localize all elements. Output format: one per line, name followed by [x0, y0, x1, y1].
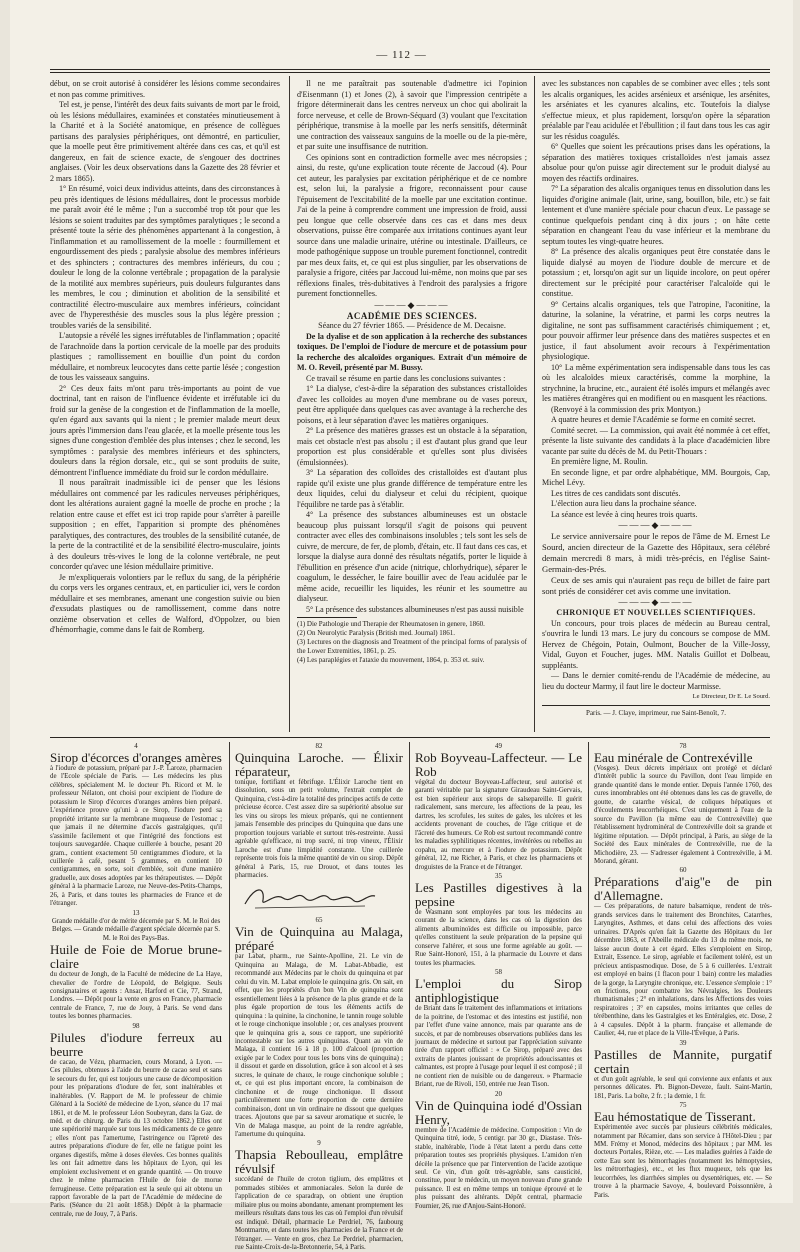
- ad-text: de Briant dans le traitement des inflammations et irritations de la poitrine, de l'estomac et des intestins est justifié, non par l'effet d'une vaine annonce, mais par quarante ans de succès, et par de nombreuses observations publiées dans les journaux de médecine et surtout par l'appréciation suivante tirée d'un rapport officiel : « Ce Sirop, préparé avec des extraits de plantes jouissant de propriétés adoucissantes et calmantes, est propre à l'usage pour lequel il est composé ; il ne contient rien de nuisible ou de dangereux. » Pharmacie Briant, rue de Rivoli, 150, entrée rue Jean Tison.: [415, 1005, 582, 1089]
- ad-text: Grande médaille d'or de mérite décernée par S. M. le Roi des Belges. — Grande médaille d'argent spéciale décernée par S. M. le Roi des Pays-Bas.: [51, 917, 221, 942]
- paragraph: 8° La présence des alcalis organiques peut être constatée dans le liquide dialysé au moyen de l'iodure double de mercure et de potassium ; et, lorsqu'on agit sur un liquide incolore, on peut opérer directement sur le précipité pour caractériser l'alcaloïde qui le constitue.: [542, 247, 770, 298]
- paragraph: A quatre heures et demie l'Académie se forme en comité secret.: [551, 415, 756, 424]
- newspaper-page: [10, 0, 793, 1252]
- ads-divider: [409, 742, 410, 1182]
- column-divider: [289, 76, 290, 732]
- ad-number: 4: [134, 742, 138, 750]
- ad-text: succédané de l'huile de croton tiglium, des emplâtres et pommades stibiées et ammoniacales. Selon la durée de l'application de ce sparadrap, on obtient une éruption miliaire plus ou moins abondante, amenant promptement les meilleurs résultats dans tous les cas où l'emploi d'un révulsif est indiqué. Détail, pharmacie Le Perdriel, 76, faubourg Montmartre, et dans toutes les pharmacies de la France et de l'étranger. — Vente en gros, chez Le Perdriel, pharmacien, rue Sainte-Croix-de-la-Bretonnerie, 54, à Paris.: [235, 1176, 403, 1252]
- ads-top-rule: [50, 737, 770, 738]
- ad-number: 65: [315, 916, 323, 925]
- paragraph: Le service anniversaire pour le repos de l'âme de M. Ernest Le Sourd, ancien directeur de la Gazette des Hôpitaux, sera célébré demain mercredi 8 mars, à midi très-précis, en l'église Saint-Germain-des-Prés.: [542, 531, 770, 574]
- paragraph: — Dans le dernier comité-rendu de l'Académie de médecine, au lieu du docteur Marmy, il faut lire le docteur Marmisse.: [542, 671, 770, 691]
- ad-number: 98: [132, 1021, 140, 1030]
- ad-title: Les Pastilles digestives à la pepsine: [415, 879, 582, 909]
- paragraph: 10° La même expérimentation sera indispensable dans tous les cas où les alcaloïdes mieux caractérisés, comme la morphine, la strychnine, la brucine, etc., auraient été isolés impurs et mélangés avec les matières étrangères qui en modifient ou en masquent les réactions.: [542, 362, 770, 403]
- footnote-rule: [297, 617, 357, 618]
- footnote: (3) Lectures on the diagnosis and Treatment of the principal forms of paralysis of the Lower Extremities, 1861, p. 25.: [297, 638, 527, 655]
- top-rule: [50, 69, 770, 70]
- section-title-academie: ACADÉMIE DES SCIENCES.: [346, 310, 478, 321]
- paragraph: Il nous paraîtrait inadmissible ici de penser que les lésions médullaires ont commencé par les radicules nerveuses périphériques, dont les altérations auraient gagné la moelle de proche en proche ; la relation entre cause et effet est ici trop rapide pour s'arrêter à pareille supposition ; en effet, l'apparition si prompte des phénomènes paralytiques, des contractures, des troubles de la sensibilité cutanée, de la perte de la contractilité et de la sensibilité électro-musculaire, joints à des douleurs très-vives le long de la colonne vertébrale, ne peut concorder qu'avec une lésion médullaire primitive.: [50, 478, 280, 571]
- ornament-divider: ———◆———: [618, 597, 694, 607]
- paragraph: En seconde ligne, et par ordre alphabétique, MM. Bourgois, Cap, Michel Lévy.: [542, 467, 770, 487]
- paragraph: L'autopsie a révélé les signes irréfutables de l'inflammation ; opacité de l'arachnoïde dans la portion cervicale de la moelle par des produits plastiques ; ramollissement en bouillie d'un point du cordon médullaire, et nombreux leucocytes dans cette partie lésée ; congestion de tous les vaisseaux sanguins.: [50, 331, 280, 382]
- ad-title: Quinquina Laroche. — Élixir réparateur,: [235, 750, 403, 779]
- paragraph: Ces opinions sont en contradiction formelle avec mes nécropsies ; ainsi, du reste, qu'une explication toute récente de Jaccoud (4). Pour cet auteur, les paralysies par excitation périphérique et de ce nombre est, selon lui, la paralysie a frigore, reconnaissent pour cause l'épuisement de l'excitabilité de la moelle par une excitation continue. J'ai de la peine à comprendre comment une impression de froid, aussi peu longue que celle observée dans ces cas et dans mes deux observations, puisse être comparée aux irritations continues ayant leur source dans une maladie urinaire, utérine ou intestinale. D'ailleurs, ce mode pathogénique suppose un trouble purement fonctionnel, contredit par mes deux faits, et, ce qui est plus singulier, par les observations de paralysie a frigore, citées par Jaccoud lui-même, non moins que par ses réflexions finales, très-dubitatives à l'endroit des paralysies a frigore purement fonctionnelles.: [297, 152, 527, 298]
- paragraph: 6° Quelles que soient les précautions prises dans les opérations, la séparation des matières toxiques cristalloïdes n'est jamais assez absolue pour qu'on puisse agir directement sur le produit dialysé au moyen des réactifs ordinaires.: [542, 142, 770, 183]
- ad-number: 20: [495, 1089, 502, 1098]
- director-signature: Le Directeur, Dr E. Le Sourd.: [692, 693, 770, 700]
- paragraph: 1° La dialyse, c'est-à-dire la séparation des substances cristalloïdes d'avec les colloïdes au moyen d'une membrane ou de vases poreux, peut être appliquée dans quelques cas avec avantage à la recherche des poisons, et à leur séparation d'avec les matières organiques.: [297, 384, 527, 425]
- paragraph: Il ne me paraîtrait pas soutenable d'admettre ici l'opinion d'Eisenmann (1) et Jones (2), à savoir que l'impression centripète a frigore déterminerait dans les centres nerveux un choc qui abolirait la force nerveuse, et celle de Brown-Séquard (3) voulant que l'excitation périphérique, transmise à la moelle par les nerfs sensitifs, déterminât une contraction des vaisseaux sanguins de la moelle ou de la pie-mère, et par suite une insuffisance de nutrition.: [297, 79, 527, 151]
- ad-title: Eau hémostatique de Tisserant.: [594, 1109, 756, 1125]
- signature-icon: [235, 882, 385, 912]
- ad-number: 78: [679, 742, 687, 750]
- ad-number: 58: [495, 968, 502, 977]
- paragraph: début, on se croit autorisé à considérer les lésions comme secondaires et non pas comme primitives.: [50, 79, 280, 99]
- paragraph: L'élection aura lieu dans la prochaine séance.: [551, 499, 697, 508]
- ad-title: Préparations d'aig''e de pin d'Allemagne.: [594, 874, 772, 904]
- ad-text: — Ces préparations, de nature balsamique, rendent de très-grands services dans le traitement des Bronchites, Catarrhes, Laryngites, Asthmes, et dans celui des affections des voies urinaires. D'Après qu'en fait la Gazette des Hôpitaux du 1er décembre 1863, et l'Abeille médicale du 13 du même mois, ne laisse aucun doute à cet égard. Elles s'emploient en Sirop, Extrait, Essence. Le sirop, agréable et facilement toléré, est un précieux antispasmodique. Dose, de 5 à 6 cuillerées. L'extrait est employé en bains (1 flacon pour 1 bain) contre les maladies de la gorge, la Laryngite chronique, etc. L'essence s'emploie : 1° en frictions, pour combattre les Névralgies, les Douleurs rhumatismales ; 2° en inhalations, dans les Affections des voies respiratoires ; 3° en capsules, moins irritantes que celles de térébenthine, dans les Gastralgies et les Entéralgies, etc. Dose, 2 à 4 capsules. Dépôt à la pharm. française et allemande de Caulier, 44, rue et place de la Ville-l'Évêque, à Paris.: [594, 903, 772, 1038]
- ads-column-d: [594, 742, 772, 1199]
- ad-text: végétal du docteur Boyveau-Laffecteur, seul autorisé et garanti véritable par la signature Giraudeau Saint-Gervais, est bien supérieur aux sirops de salsepareille. Il guérit radicalement, sans mercure, les affections de la peau, les dartres, les scrofules, les suites de gales, les ulcères et les accidents provenant de couches, de l'âge critique et de l'âcreté des humeurs. Ce Rob est surtout recommandé contre les maladies syphilitiques récentes, invétérées ou rebelles au copahu, au mercure et à l'iodure de potassium. Dépôt général, 12, rue Richer, à Paris, et chez les pharmaciens et droguistes de la France et de l'étranger.: [415, 779, 582, 871]
- ad-title: L'emploi du Sirop antiphlogistique: [415, 976, 582, 1006]
- paragraph: 7° La séparation des alcalis organiques tenus en dissolution dans les liquides d'origine animale (lait, urine, sang, bouillon, bile, etc.) se fait lentement et d'une manière spéciale pour chacun d'eux. Le passage se continue quelquefois pendant cinq à dix jours ; on hâte cette séparation en changeant l'eau du vase inférieur et la membrane du septum toutes les vingt-quatre heures.: [542, 184, 770, 246]
- ad-title: Huile de Foie de Morue brune-claire: [50, 942, 222, 972]
- article-column-3: [542, 79, 770, 735]
- ad-title: Pilules d'iodure ferreux au beurre: [50, 1029, 222, 1059]
- paragraph: 2° La présence des matières grasses est un obstacle à la séparation, mais cet obstacle n'est pas absolu ; il est d'autant plus grand que leur proportion est plus considérable et qu'elles sont plus divisées (émulsionnées).: [297, 426, 527, 467]
- ad-title: Rob Boyveau-Laffecteur. — Le Rob: [415, 750, 582, 779]
- ornament-divider: ———◆———: [618, 520, 694, 530]
- ad-title: Pastilles de Mannite, purgatif certain: [594, 1046, 772, 1076]
- footer-rule: [542, 705, 770, 706]
- paragraph: En première ligne, M. Roulin.: [551, 457, 648, 466]
- paragraph: 2° Ces deux faits m'ont paru très-importants au point de vue doctrinal, tant en raison de l'influence évidente et irréfutable ici du froid sur la genèse de la congestion et de l'inflammation de la moelle, qu'en égard aux savants qui la nient ; le premier malade meurt deux jours après l'immersion dans l'eau glacée, et la moelle présente tous les signes d'une congestion d'emblée des plus intenses ; chez le second, les symptômes : paralysie des membres inférieurs et des sphincters, douleurs dans la région dorsale, etc., qui se sont produits de suite, démontrent l'influence immédiate du froid sur le cordon médullaire.: [50, 383, 280, 477]
- ad-number: 9: [317, 1139, 321, 1148]
- ad-title: Eau minérale de Contrexéville: [594, 750, 753, 765]
- ads-column-b: [235, 742, 403, 1252]
- memoir-title: De la dyalise et de son application à la recherche des substances toxiques. De l'emploi de l'iodure de mercure et de potassium pour la recherche des alcaloïdes organiques. Extrait d'un mémoire de M. O. Reveil, présenté par M. Bussy.: [297, 331, 527, 372]
- paragraph: (Renvoyé à la commission des prix Montyon.): [551, 404, 701, 414]
- seance-line: Séance du 27 février 1865. — Présidence de M. Decaisne.: [318, 321, 506, 330]
- ad-text: de Wasmann sont employées par tous les médecins au courant de la science, dans les cas où la digestion des aliments albuminoïdes est difficile ou impossible, parce qu'elles constituent la seule préparation de la pepsine qui conserve l'altérer, et sous une forme agréable au goût. — Rue Saint-Honoré, 151, à la pharmacie du Louvre et dans toutes les pharmacies.: [415, 908, 582, 967]
- article-column-1: [50, 79, 280, 735]
- paragraph: 3° La séparation des colloïdes des cristalloïdes est d'autant plus rapide qu'il existe une plus grande différence de température entre les deux liquides, celui du dialyseur et celui du récipient, quoique l'équilibre ne tarde pas à s'établir.: [297, 468, 527, 509]
- section-title-chronique: CHRONIQUE ET NOUVELLES SCIENTIFIQUES.: [556, 608, 756, 617]
- paragraph: 1° En résumé, voici deux individus atteints, dans des circonstances à peu près identiques de lésions médullaires, dont le processus morbide me paraît avoir été le même ; l'un a succombé trop tôt pour que les lésions se soient traduites par des symptômes paralytiques ; le second a présenté toute la série des phénomènes appartenant à la congestion, à l'inflammation et au ramollissement de la moelle : fourmillement et engourdissement des pieds ; paralysie absolue des membres inférieurs et des sphincters ; contractures des membres inférieurs, du cou ; douleur le long de la colonne vertébrale ; propagation de la paralysie de la motilité aux membres supérieurs, puis douleurs fulgurantes dans les membres, le cou ; diminution et abolition de la sensibilité et contractilité électro-musculaire aux membres inférieurs, coïncidant avec de l'hyperesthésie des muscles sous la plus légère pression ; troubles variés de la sensibilité.: [50, 184, 280, 330]
- ads-divider: [588, 742, 589, 1182]
- article-column-2: [297, 79, 527, 735]
- paragraph: La séance est levée à cinq heures trois quarts.: [551, 509, 698, 519]
- ad-text: et d'un goût agréable, le seul qui convienne aux enfants et aux personnes délicates. Ph. Bignon-Deveze, fault. Saint-Martin, 181, Paris. La boîte, 2 fr. ; la demie, 1 fr.: [594, 1075, 772, 1100]
- ad-title: Thapsia Reboulleau, emplâtre révulsif: [235, 1147, 403, 1177]
- footnote: (4) Les paraplégies et l'ataxie du mouvement, 1864, p. 353 et. suiv.: [297, 656, 485, 664]
- column-divider: [534, 76, 535, 732]
- ornament-divider: ———◆———: [374, 299, 450, 310]
- laroche-signature: [235, 882, 403, 912]
- ads-divider: [229, 742, 230, 1182]
- ad-number: 49: [495, 742, 502, 750]
- paragraph: avec les substances non capables de se combiner avec elles ; tels sont les alcalis organiques, les acides arsénieux et arsénique, les arsénites, les arséniates et les cyanures alcalins, etc. Toutefois la dialyse s'effectue mieux, et plus rapidement, lorsqu'on opère la séparation préalable par l'eau acidulée et l'ébullition ; il faut dans tous les cas agir sur les résidus coagulés.: [542, 79, 770, 141]
- ad-title: Vin de Quinquina iodé d'Ossian Henry,: [415, 1097, 582, 1127]
- printer-line: Paris. — J. Claye, imprimeur, rue Saint-Benoît, 7.: [586, 708, 726, 717]
- paragraph: Les titres de ces candidats sont discutés.: [551, 488, 681, 498]
- paragraph: Comité secret. — La commission, qui avait été nommée à cet effet, présente la liste suivante des candidats à la place d'académicien libre vacante par suite du décès de M. du Petit-Thouars :: [542, 425, 770, 456]
- ad-text: à l'iodure de potassium, préparé par J.-P. Laroze, pharmacien de l'Ecole spéciale de Paris. — Les médecins les plus célèbres, spécialement M. le docteur Ph. Ricord et M. le professeur Nélaton, ont choisi pour excipient de l'iodure de potassium le Sirop d'écorces d'oranges amères bien préparé. L'expérience prouve qu'uni à ce Sirop, l'iodure perd sa propriété irritante sur la membrane muqueuse de l'estomac ; que jamais il ne détermine d'accès gastralgiques, qu'il s'assimile facilement et que l'intégrité des fonctions est toujours sauvegardée. Chaque cuillerée à bouche, pesant 20 gram., contient exactement 50 centigrammes d'iodure, et la cuillerée à café, pesant 5 grammes, en contient 10 centigrammes, en sorte, soit d'emblée, soit d'une manière graduelle, aux doses adoptées par les thérapeutistes. — Dépôt général à la pharmacie Laroze, rue Neuve-des-Petits-Champs, 26, à Paris, et dans toutes les pharmacies de France et de l'étranger.: [50, 765, 222, 908]
- paragraph: Tel est, je pense, l'intérêt des deux faits suivants de mort par le froid, où les lésions médullaires, examinées et constatées minutieusement à la Charité et à la Société anatomique, en présence de collègues partisans des paralysies périphériques, ont démontré, en particulier, que la moelle peut être primitivement altérée dans ces cas, et qu'il est dangereux, en fait de science exacte, de s'engouer des doctrines anglaises. (Voir les deux observations dans la Gazette des 28 février et 2 mars 1865).: [50, 100, 280, 183]
- paragraph: Je m'expliquerais volontiers par le reflux du sang, de la périphérie du corps vers les organes centraux, et, en particulier ici, vers le cordon médullaire et ses membranes, amenant une congestion suivie ou bien d'exsudats plastiques ou de ramollissement, comme dans notre onzième observation et celles de Walford, d'Oppolzer, ou bien d'hémorrhagie, comme dans le fait de Romberg.: [50, 572, 280, 634]
- ad-text: de cacao, de Vézu, pharmacien, cours Morand, à Lyon. — Ces pilules, obtenues à l'aide du beurre de cacao seul et sans le secours du fer, qui est toujours une cause de décomposition pour les préparations d'iodure de fer, sont inaltérables et inaltérables. (V. Rapport de M. le professeur de chimie Glénard à la Société de médecine de Lyon, séance du 17 mai 1861, et de M. le professeur Léon Soubeyran, dans la Gaz. de méd. et de chirurg. de Paris du 13 octobre 1862.) Elles ont une supériorité marquée sur tous les médicaments de ce genre ; elles n'ont pas l'amertume, l'astringence ou l'âpreté des autres préparations d'iodure de fer, elle ne fatigue point les organes digestifs, même à doses élevées. Ces bonnes qualités les ont fait admettre dans les hôpitaux de Lyon, qui les emploient exclusivement et en grande quantité. — On trouve chez le même pharmacien l'Huile de foie de morue ferrugineuse. Cette préparation est la seule qui ait obtenu un rapport favorable de la part de l'Académie de médecine de Paris. (Séance du 21 août 1858.) Dépôt à la pharmacie centrale, rue de Jouy, 7, à Paris.: [50, 1058, 222, 1218]
- paragraph: Ce travail se résume en partie dans les conclusions suivantes :: [306, 373, 506, 383]
- ad-number: 35: [495, 871, 502, 880]
- ad-text: tonique, fortifiant et fébrifuge. L'Élixir Laroche tient en dissolution, sous un petit volume, l'extrait complet de Quinquina, c'est-à-dire la totalité des principes actifs de cette précieuse écorce. C'est assez dire sa supériorité absolue sur les vins ou sirops les mieux préparés, qui ne contiennent jamais l'ensemble des principes du Quinquina que dans une proportion toujours variable et surtout très-restreinte. Aussi agréable qu'efficace, ni trop sucré, ni trop vineux, l'Élixir Laroche est d'une limpidité constante. Une cuillerée représente trois fois la même quantité de vin ou sirop. Dépôt général à Paris, 15, rue Drouot, et dans toutes les pharmacies.: [235, 779, 403, 879]
- ad-number: 39: [679, 1038, 687, 1047]
- footnote: (1) Die Pathologie und Therapie der Rheumatosen in genere, 1860.: [297, 620, 485, 628]
- paragraph: Un concours, pour trois places de médecin au Bureau central, s'ouvrira le lundi 13 mars. Le jury du concours se compose de MM. Hervez de Chégoin, Potain, Oulmont, Boucher de la Ville-Jossy, Vidal, Guyon et Foucher, juges. MM. Natalis Guillot et Dolbeau, suppléants.: [542, 618, 770, 670]
- ad-text: par Labat, pharm., rue Sainte-Apolline, 21. Le vin de Quinquina au Malaga, de M. Labat-Abbadie, est recommandé aux Médecins par le choix du quinquina et par celui du vin. M. Labat emploie le quinquina gris. On sait, en effet, que les propriétés d'un bon Vin de quinquina sont essentiellement liées à la présence de la plus grande et de la plus égale proportion de tous les éléments actifs de quinquina : la quinine, la cinchonine, le tannin rouge soluble et le rouge cinchonique insoluble ; or, ces analyses prouvent que le quinquina gris a, sous ce rapport, une supériorité incontestable sur les autres quinquinas. Quant au vin de Malaga, il contient 16 à 18 p. 100 d'alcool (proportion exigée par le Codex pour tous les bons vins de quinquina) ; il dissout et garde en dissolution, grâce à son alcool et à ses sucres, le quinate de chaux, le rouge cinchonique soluble ; et, ce qui est plus important encore, la combinaison de cinchonine et de rouge cinchonique. Il dissout particulièrement une forte proportion de cette dernière combinaison, dont un vin ordinaire ne dissout que quelques traces. Ajoutons que par sa saveur aromatique et sucrée, le Vin de Malaga masque, au point de la rendre agréable, l'amertume du quinquina.: [235, 953, 403, 1138]
- ad-number: 13: [132, 908, 140, 917]
- ad-title: Vin de Quinquina au Malaga, préparé: [235, 924, 403, 954]
- paragraph: 4° La présence des substances albumineuses est un obstacle beaucoup plus puissant lorsqu'il s'agit de poisons qui peuvent contracter avec elles des combinaisons insolubles ; tels sont les sels de cuivre, de mercure, de fer, de plomb, d'étain, etc. Il faut dans ces cas, et lorsque la dialyse aura donné des résultats négatifs, porter le liquide à l'ébullition en présence d'un acide (nitrique, chlorhydrique), séparer le coagulum, le dessécher, le faire bouillir avec de l'eau acidulée par le même acide, recueillir les liquides, les réunir et les soumettre au dialyseur.: [297, 510, 527, 603]
- page-number: — 112 —: [376, 49, 427, 61]
- top-rule-2: [50, 72, 770, 73]
- ads-column-c: [415, 742, 582, 1210]
- ad-text: (Vosges). Deux décrets impériaux ont protégé et déclaré d'intérêt public la source du Pavillon, dont l'eau limpide en grande quantité dans le monde entier. Depuis l'année 1760, des cures innombrables ont été obtenues dans les cas de gravelle, de goutte, de catarrhe vésical, de coliques hépatiques et d'écoulements leucorrhéiques. C'est uniquement à l'eau de la source du Pavillon (la même eau de Contrexéville) que l'établissement hydrominéral de Contrexéville doit sa grande et légitime réputation. — Dépôt principal, à Paris, au siège de la Société des Eaux minérales de Contrexéville, rue de la Michodière, 23. — S'adresser également à Contrexéville, à M. Morand, gérant.: [594, 765, 772, 865]
- ads-column-a: [50, 742, 222, 1218]
- paragraph: 5° La présence des substances albumineuses n'est pas aussi nuisible: [306, 604, 524, 614]
- ad-text: du docteur de Jongh, de la Faculté de médecine de La Haye, chevalier de l'ordre de Léopold, de Belgique. Seuls consignataires et agents : Ansar, Harford et Cie, 77, Strand, Londres. — Dépôt pour la vente en gros en France, pharmacie centrale de France, 7, rue de Jouy, à Paris. Se vend dans toutes les bonnes pharmacies.: [50, 971, 222, 1021]
- ad-number: 82: [315, 742, 323, 750]
- paragraph: Ceux de ses amis qui n'auraient pas reçu de billet de faire part sont priés de considérer cet avis comme une invitation.: [542, 575, 770, 596]
- ad-text: membre de l'Académie de médecine. Composition : Vin de Quinquina titré, iode, 5 centigr. par 30 gr., Diastase. Très-stable, inaltérable, l'iode à l'état latent a perdu dans cette préparation toutes ses propriétés physiques. L'amidon n'en décèle la présence que par l'intervention de l'acide azotique seul. Ce vin, d'un goût très-agréable, sans causticité, constitue, pour le médecin, un moyen nouveau d'une grande puissance. Il est en même temps un tonique éprouvé et le plus puissant des altérants. Dépôt central, pharmacie Fournier, 26, rue d'Anjou-Saint-Honoré.: [415, 1126, 582, 1210]
- footnote: (2) On Neurolytic Paralysis (British med. Journal) 1861.: [297, 629, 456, 637]
- ad-text: Expérimentée avec succès par plusieurs célébrités médicales, notamment par Récamier, dans son service à l'Hôtel-Dieu ; par MM. Frémy et Monod, médecins des hôpitaux ; par MM. les docteurs Portales, Rièze, etc. — Les maladies guéries à l'aide de cette Eau sont les hémorrhagies (notamment les hémoptysies, les métrorrhagies), etc., et les flux muqueux, tels que les leucorrhées, les diarrhées simples ou dysentériques, etc. — Se trouve à la pharmacie Savoye, 4, boulevard Poissonnière, à Paris.: [594, 1124, 772, 1199]
- ad-title: Sirop d'écorces d'oranges amères: [50, 750, 222, 765]
- paragraph: 9° Certains alcalis organiques, tels que l'atropine, l'aconitine, la daturine, la solanine, la vératrine, et parmi les corps neutres la digitaline, ne sont pas suffisamment caractérisés chimiquement ; et, pour pouvoir affirmer leur présence dans des matières suspectes et en justice, il faut absolument avoir recours à l'expérimentation physiologique.: [542, 299, 770, 361]
- ad-number: 60: [679, 866, 687, 875]
- ad-number: 75: [679, 1101, 687, 1110]
